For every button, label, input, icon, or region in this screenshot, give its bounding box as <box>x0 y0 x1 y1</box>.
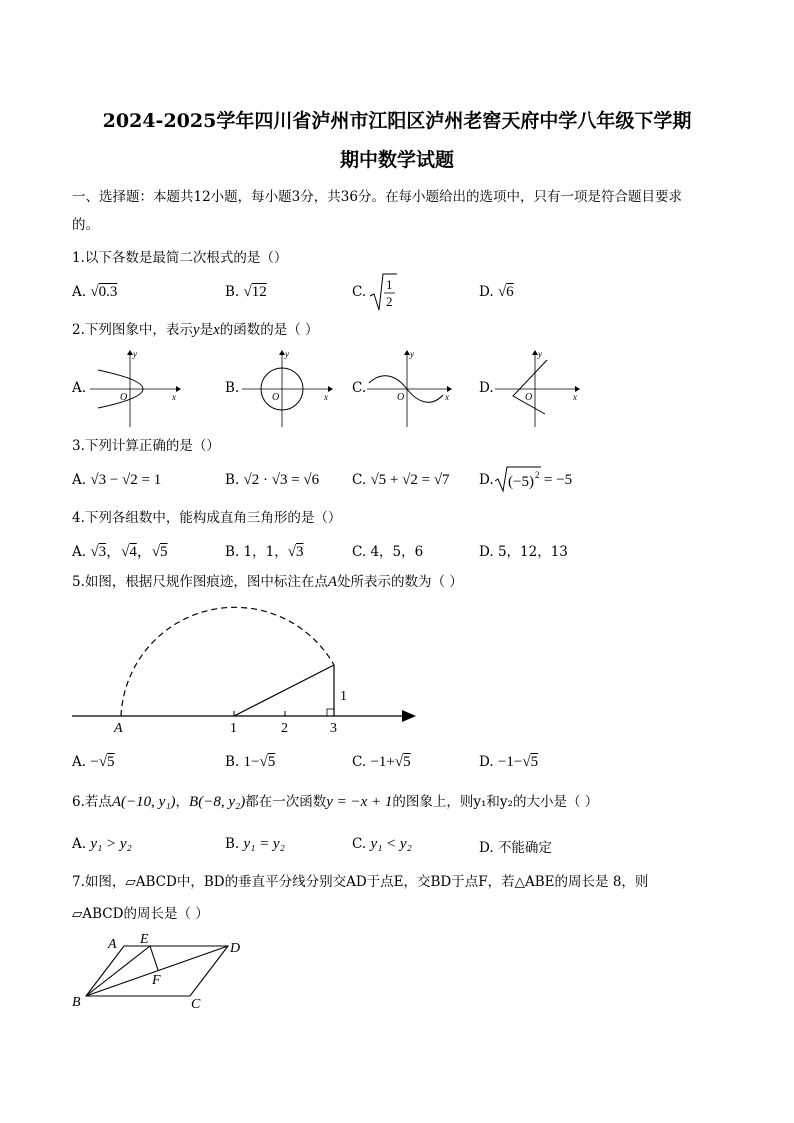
q2-a-origin: O <box>120 392 128 403</box>
q1-c-label: C. <box>352 284 367 300</box>
q6-b-value: y₁ = y₂ <box>243 836 285 852</box>
q5-a-sqrt: √5 <box>98 754 115 770</box>
q2-a-y: y <box>133 349 137 359</box>
q3-option-c <box>352 472 450 489</box>
q2-b-y: y <box>285 349 289 359</box>
q1-c-denominator: 2 <box>386 294 393 309</box>
q6-a-label: A. <box>72 836 87 852</box>
q5-c-pre: −1+ <box>370 754 395 770</box>
q6-point-b: B(−8, y₂) <box>189 794 246 810</box>
q2-a-label: A. <box>72 380 87 396</box>
q2-stem <box>72 320 319 340</box>
q6-option-c <box>352 836 412 853</box>
q2-graph-b <box>240 348 335 428</box>
q5-fig-side-1: 1 <box>340 689 347 704</box>
q2-c-y: y <box>410 349 414 359</box>
q6-function: y = −x + 1 <box>326 794 393 810</box>
q1-d-sqrt: √6 <box>497 284 514 300</box>
q5-fig-label-a: A <box>114 721 123 736</box>
q5-c-radicand: 5 <box>403 754 411 770</box>
q6-d-value: 不能确定 <box>497 840 552 856</box>
q1-d-label: D. <box>479 284 494 300</box>
q5-b-radicand: 5 <box>267 754 276 770</box>
q7-parallelogram-figure <box>70 928 260 1010</box>
q6-c-label: C. <box>352 836 367 852</box>
q4-stem: 4.下列各组数中，能构成直角三角形的是（） <box>72 510 342 526</box>
q5-c-sqrt: √5 <box>394 754 411 770</box>
q3-option-b <box>225 472 319 489</box>
q2-b-label: B. <box>225 380 240 396</box>
paper-title-line1: 2024-2025学年四川省泸州市江阳区泸州老窖天府中学八年级下学期 <box>102 110 692 132</box>
q5-d-radicand: 5 <box>530 754 539 770</box>
q1-c-fraction-sqrt <box>368 270 398 314</box>
q3-d-expr: = −5 <box>544 472 573 488</box>
q2-graph-a <box>88 348 183 428</box>
q3-a-label: A. <box>72 472 87 488</box>
q5-stem <box>72 572 463 592</box>
section-text-line1: 一、选择题：本题共12小题，每小题3分，共36分。在每小题给出的选项中，只有一项是符合题目要求 <box>72 189 682 205</box>
svg-text:2: 2 <box>535 470 540 480</box>
q5-stem-pre: 5.如图，根据尺规作图痕迹，图中标注在点 <box>72 574 328 590</box>
q2-var-x: x <box>213 322 220 338</box>
q1-c-numerator: 1 <box>386 277 393 292</box>
q5-d-pre: −1− <box>497 754 523 770</box>
q6-stem <box>72 792 598 812</box>
q2-stem-pre: 2.下列图象中，表示 <box>72 322 193 338</box>
q7-fig-label-d: D <box>230 941 241 956</box>
q1-d-radicand: 6 <box>506 284 514 300</box>
q5-option-d <box>479 754 538 771</box>
q5-point-a: A <box>327 574 338 590</box>
q6-option-b <box>225 836 285 853</box>
paper-title-line2: 期中数学试题 <box>339 149 454 171</box>
q6-option-d <box>479 836 552 856</box>
q7-stem-line2: ▱ABCD的周长是（ ） <box>72 906 209 922</box>
q2-b-origin: O <box>272 392 280 403</box>
q4-d-label: D. <box>479 544 494 560</box>
q5-fig-tick-2: 2 <box>281 721 288 736</box>
q4-option-b <box>225 540 303 561</box>
q5-fig-tick-1: 1 <box>230 721 237 736</box>
q3-c-label: C. <box>352 472 367 488</box>
q2-graph-d <box>493 348 588 428</box>
q4-c-value: 4，5，6 <box>370 544 424 560</box>
q5-a-radicand: 5 <box>107 754 115 770</box>
q5-b-label: B. <box>225 754 240 770</box>
q5-d-sqrt: √5 <box>522 754 539 770</box>
q3-b-label: B. <box>225 472 240 488</box>
q3-option-d <box>479 472 494 488</box>
q4-option-a <box>72 540 168 561</box>
q5-a-label: A. <box>72 754 87 770</box>
q7-fig-label-c: C <box>191 997 201 1010</box>
q7-fig-label-a: A <box>108 937 117 952</box>
q6-d-label: D. <box>479 840 494 856</box>
q5-d-label: D. <box>479 754 494 770</box>
q4-a-values: √3，√4，√5 <box>90 544 168 560</box>
q5-option-b <box>225 754 275 771</box>
q5-fig-tick-3: 3 <box>330 721 337 736</box>
q2-d-y: y <box>538 349 542 359</box>
section-text-line2: 的。 <box>72 217 99 233</box>
q7-fig-label-e: E <box>140 932 149 947</box>
q4-b-label: B. <box>225 544 240 560</box>
q6-c-value: y₁ < y₂ <box>370 836 412 852</box>
q6-b-label: B. <box>225 836 240 852</box>
q7-fig-label-f: F <box>152 973 161 988</box>
q5-c-label: C. <box>352 754 367 770</box>
q6-point-a: A(−10, y₁) <box>111 794 176 810</box>
q2-stem-mid: 是 <box>199 322 214 338</box>
section-header <box>72 183 732 239</box>
q5-option-c <box>352 754 411 771</box>
q2-d-label: D. <box>479 380 494 396</box>
q3-stem: 3.下列计算正确的是（） <box>72 438 220 454</box>
q2-stem-post: 的函数的是（ ） <box>219 322 319 338</box>
q1-b-label: B. <box>225 284 240 300</box>
q2-var-y: y <box>192 322 200 338</box>
q5-b-sqrt: √5 <box>259 754 276 770</box>
q7-fig-label-b: B <box>72 995 81 1010</box>
q4-b-pre: 1，1， <box>243 544 288 560</box>
q4-a-label: A. <box>72 544 87 560</box>
q2-d-x: x <box>573 392 577 402</box>
q3-option-a <box>72 472 161 489</box>
q2-c-origin: O <box>397 392 405 403</box>
q3-d-label: D. <box>479 472 494 488</box>
q5-construction-figure <box>70 598 430 738</box>
q4-b-root: √3 <box>287 544 304 560</box>
q4-c-label: C. <box>352 544 367 560</box>
q1-option-c <box>352 284 366 300</box>
q1-a-radicand: 0.3 <box>98 284 118 300</box>
q2-d-origin: O <box>525 392 533 403</box>
q2-graph-c <box>365 348 460 428</box>
q3-b-expr: √2 · √3 = √6 <box>243 472 320 488</box>
q5-stem-post: 处所表示的数为（ ） <box>337 574 463 590</box>
q3-a-expr: √3 − √2 = 1 <box>90 472 162 488</box>
q1-b-sqrt: √12 <box>243 284 267 300</box>
svg-text:(−5): (−5) <box>508 474 534 490</box>
q3-d-radical <box>493 464 543 494</box>
q1-a-sqrt: √0.3 <box>90 284 118 300</box>
q6-stem-mid: 都在一次函数 <box>245 794 327 810</box>
q3-c-expr: √5 + √2 = √7 <box>370 472 450 488</box>
q6-sep: ， <box>175 794 190 810</box>
q7-stem-line1: 7.如图，▱ABCD中，BD的垂直平分线分别交AD于点E，交BD于点F，若△ABE的周长是 8，则 <box>72 874 649 890</box>
q6-stem-pre: 6.若点 <box>72 794 112 810</box>
q6-stem-post: 的图象上，则y₁和y₂的大小是（ ） <box>392 794 599 810</box>
q4-option-d <box>479 540 568 560</box>
q2-a-x: x <box>172 392 176 402</box>
q1-option-a <box>72 284 117 301</box>
q5-a-pre: − <box>90 754 99 770</box>
q2-c-x: x <box>445 392 449 402</box>
q1-a-label: A. <box>72 284 87 300</box>
q2-c-label: C. <box>352 380 367 396</box>
q4-d-value: 5，12，13 <box>497 544 568 560</box>
q1-option-b <box>225 284 267 301</box>
q5-option-a <box>72 754 115 771</box>
q6-a-value: y₁ > y₂ <box>90 836 132 852</box>
q1-stem: 1.以下各数是最简二次根式的是（） <box>72 250 288 266</box>
q5-b-pre: 1− <box>243 754 260 770</box>
q3-d-result <box>544 472 572 489</box>
q1-option-d <box>479 284 514 301</box>
q2-b-x: x <box>324 392 328 402</box>
q4-option-c <box>352 540 423 560</box>
q1-b-radicand: 12 <box>251 284 267 300</box>
q6-option-a <box>72 836 132 853</box>
